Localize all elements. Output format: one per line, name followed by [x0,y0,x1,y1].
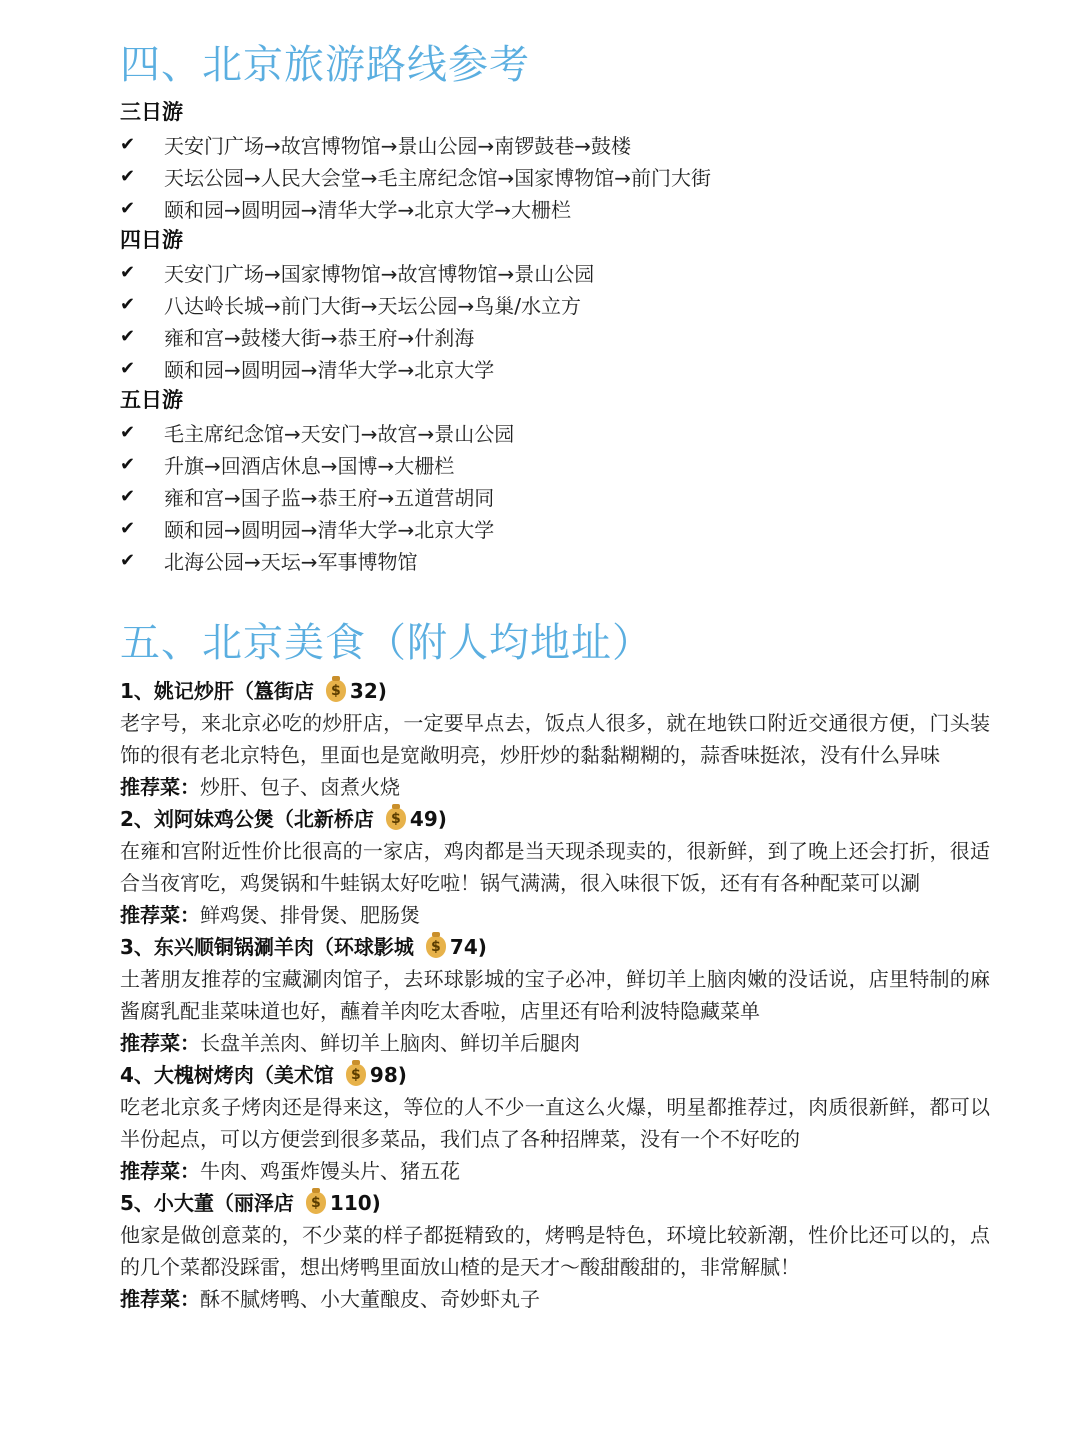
check-icon: ✔ [120,165,136,187]
check-icon: ✔ [120,485,136,507]
group-label-4day: 四日游 [120,228,183,252]
recommended-dishes: 推荐菜：长盘羊羔肉、鲜切羊上脑肉、鲜切羊后腿肉 [120,1031,580,1055]
price: 49) [409,807,447,831]
restaurant-heading: 4、大槐树烤肉（美术馆 $ 98) [120,1059,990,1091]
restaurant-heading: 3、东兴顺铜锅涮羊肉（环球影城 $ 74) [120,931,990,963]
money-bag-icon: $ [386,808,406,830]
restaurant-description: 土著朋友推荐的宝藏涮肉馆子，去环球影城的宝子必冲，鲜切羊上脑肉嫩的没话说，店里特制的麻酱腐乳配韭菜味道也好，蘸着羊肉吃太香啦，店里还有哈利波特隐藏菜单 [120,967,990,1023]
route-item: ✔ 北海公园→天坛→军事博物馆 [120,549,418,574]
route-item: ✔ 颐和园→圆明园→清华大学→北京大学 [120,517,495,542]
food-list [120,675,990,1315]
money-bag-icon: $ [306,1192,326,1214]
check-icon: ✔ [120,517,136,539]
restaurant-heading: 1、姚记炒肝（簋街店 $ 32) [120,675,990,707]
check-icon: ✔ [120,261,136,283]
recommended-dishes: 推荐菜：牛肉、鸡蛋炸馒头片、猪五花 [120,1159,460,1183]
route-item: ✔ 颐和园→圆明园→清华大学→北京大学 [120,357,495,382]
recommended-dishes: 推荐菜：酥不腻烤鸭、小大董酿皮、奇妙虾丸子 [120,1287,540,1311]
price: 98) [369,1063,407,1087]
route-item: ✔ 毛主席纪念馆→天安门→故宫→景山公园 [120,421,515,446]
money-bag-icon: $ [426,936,446,958]
check-icon: ✔ [120,133,136,155]
group-label-3day: 三日游 [120,100,183,124]
check-icon: ✔ [120,421,136,443]
money-bag-icon: $ [346,1064,366,1086]
check-icon: ✔ [120,325,136,347]
price: 32) [349,679,387,703]
route-item: ✔ 雍和宫→国子监→恭王府→五道营胡同 [120,485,495,510]
routes-list [120,96,990,576]
food-section-title: 五、北京美食（附人均地址） [120,620,653,666]
route-item: ✔ 升旗→回酒店休息→国博→大栅栏 [120,453,455,478]
route-item: ✔ 八达岭长城→前门大街→天坛公园→鸟巢/水立方 [120,293,582,318]
recommended-dishes: 推荐菜：炒肝、包子、卤煮火烧 [120,775,400,799]
check-icon: ✔ [120,293,136,315]
route-item: ✔ 天安门广场→国家博物馆→故宫博物馆→景山公园 [120,261,595,286]
price: 110) [329,1191,381,1215]
route-item: ✔ 天坛公园→人民大会堂→毛主席纪念馆→国家博物馆→前门大街 [120,165,712,190]
restaurant-heading: 5、小大董（丽泽店 $ 110) [120,1187,990,1219]
restaurant-description: 吃老北京炙子烤肉还是得来这，等位的人不少一直这么火爆，明星都推荐过，肉质很新鲜，都可以半份起点，可以方便尝到很多菜品，我们点了各种招牌菜，没有一个不好吃的 [120,1095,990,1151]
money-bag-icon: $ [326,680,346,702]
route-item: ✔ 颐和园→圆明园→清华大学→北京大学→大栅栏 [120,197,572,222]
check-icon: ✔ [120,357,136,379]
restaurant-description: 老字号，来北京必吃的炒肝店，一定要早点去，饭点人很多，就在地铁口附近交通很方便，门头装饰的很有老北京特色，里面也是宽敞明亮，炒肝炒的黏黏糊糊的，蒜香味挺浓，没有什么异味 [120,711,990,767]
price: 74) [449,935,487,959]
restaurant-description: 在雍和宫附近性价比很高的一家店，鸡肉都是当天现杀现卖的，很新鲜，到了晚上还会打折，很适合当夜宵吃，鸡煲锅和牛蛙锅太好吃啦！锅气满满，很入味很下饭，还有有各种配菜可以涮 [120,839,990,895]
check-icon: ✔ [120,549,136,571]
routes-section-title: 四、北京旅游路线参考 [120,42,530,88]
recommended-dishes: 推荐菜：鲜鸡煲、排骨煲、肥肠煲 [120,903,420,927]
route-item: ✔ 雍和宫→鼓楼大街→恭王府→什刹海 [120,325,475,350]
check-icon: ✔ [120,453,136,475]
group-label-5day: 五日游 [120,388,183,412]
restaurant-description: 他家是做创意菜的，不少菜的样子都挺精致的，烤鸭是特色，环境比较新潮，性价比还可以的，点的几个菜都没踩雷，想出烤鸭里面放山楂的是天才～酸甜酸甜的，非常解腻！ [120,1223,990,1279]
check-icon: ✔ [120,197,136,219]
restaurant-heading: 2、刘阿妹鸡公煲（北新桥店 $ 49) [120,803,990,835]
route-item: ✔ 天安门广场→故宫博物馆→景山公园→南锣鼓巷→鼓楼 [120,133,632,158]
